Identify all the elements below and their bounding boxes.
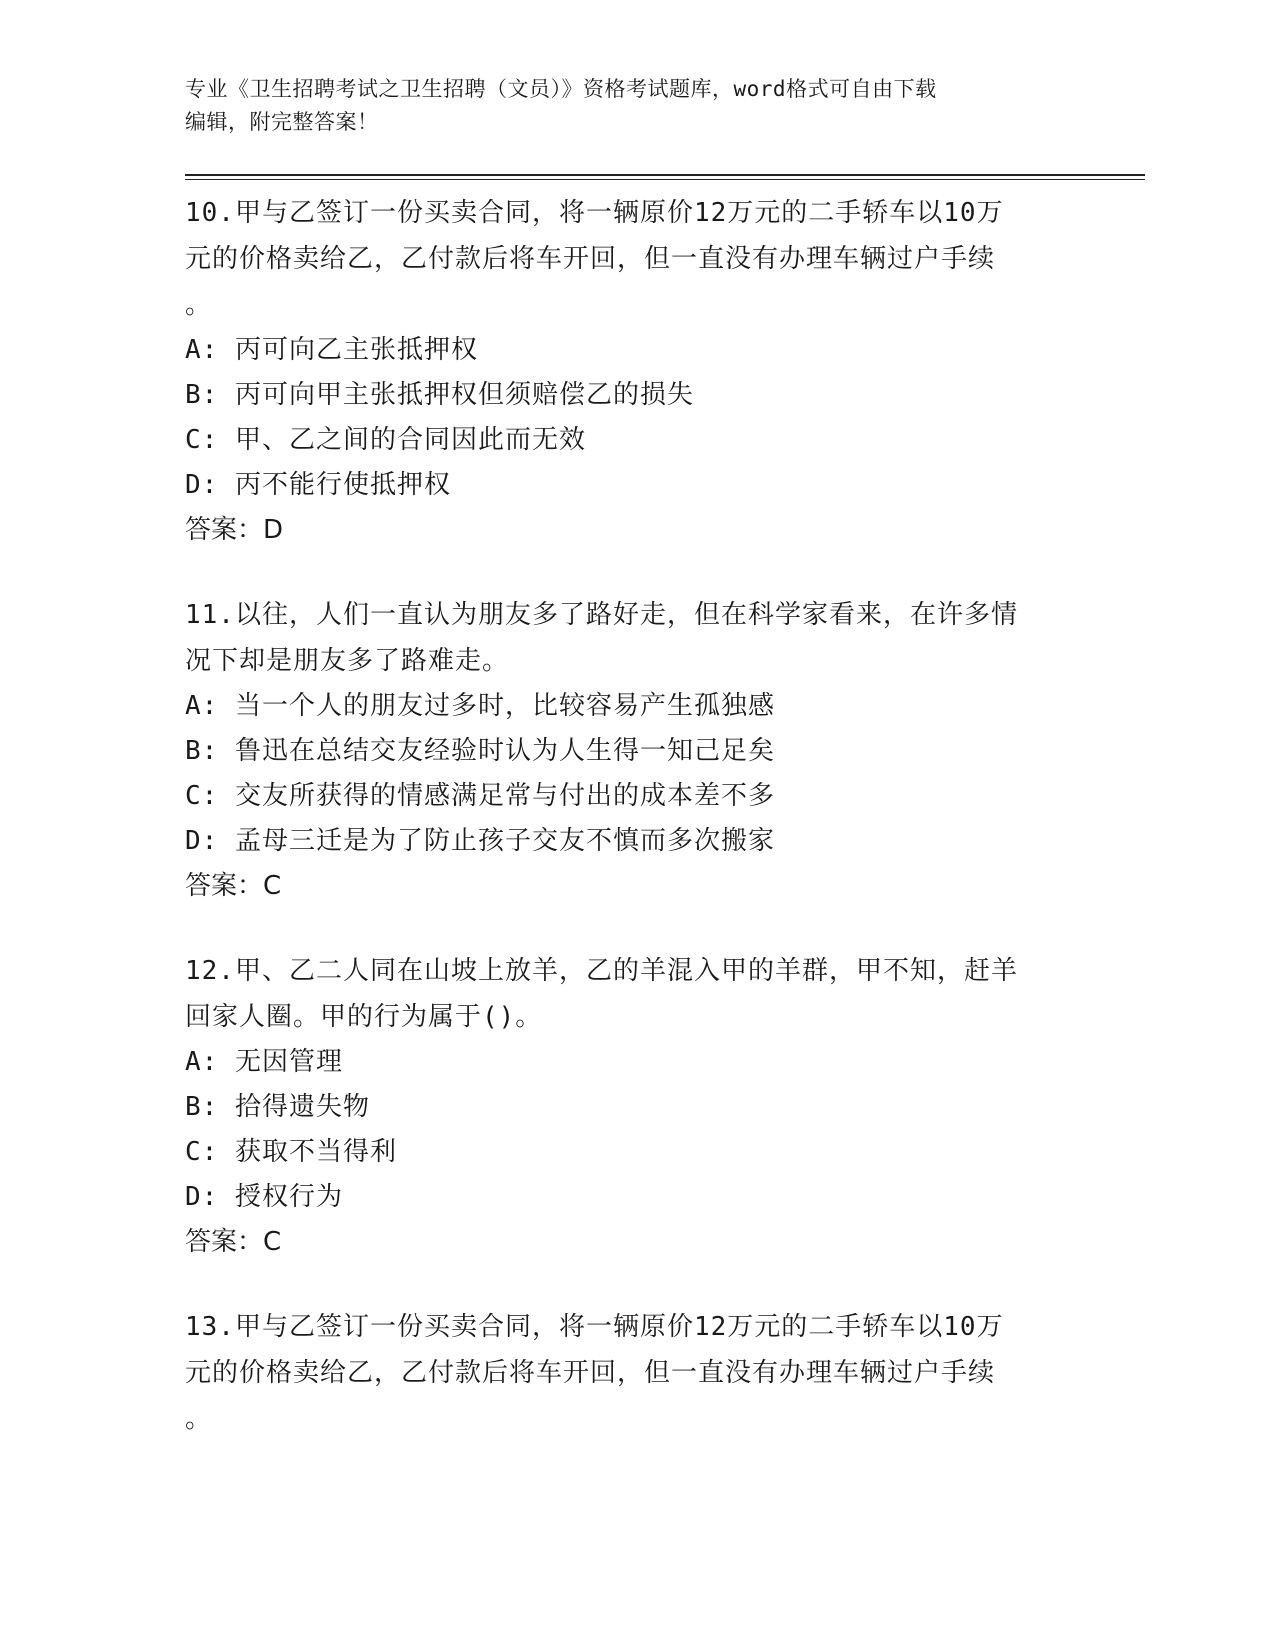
option-b: B: 丙可向甲主张抵押权但须赔偿乙的损失 [185, 380, 694, 410]
question-stem-line: 13.甲与乙签订一份买卖合同，将一辆原价12万元的二手轿车以10万 [185, 1312, 1004, 1342]
option-b: B: 拾得遗失物 [185, 1092, 370, 1122]
header-divider [185, 174, 1145, 180]
option-c: C: 获取不当得利 [185, 1137, 397, 1167]
answer-label: 答案：C [185, 1227, 282, 1257]
header-line-2: 编辑，附完整答案！ [185, 110, 379, 134]
option-c: C: 甲、乙之间的合同因此而无效 [185, 425, 586, 455]
question-stem-line: 。 [185, 1404, 213, 1434]
question-11 [185, 592, 1145, 909]
question-stem-line: 10.甲与乙签订一份买卖合同，将一辆原价12万元的二手轿车以10万 [185, 198, 1004, 228]
question-list [185, 190, 1145, 1481]
question-stem-line: 元的价格卖给乙，乙付款后将车开回，但一直没有办理车辆过户手续 [185, 1358, 996, 1388]
question-13 [185, 1304, 1145, 1442]
question-stem-line: 况下却是朋友多了路难走。 [185, 646, 510, 676]
option-d: D: 孟母三迁是为了防止孩子交友不慎而多次搬家 [185, 826, 775, 856]
question-stem-line: 元的价格卖给乙，乙付款后将车开回，但一直没有办理车辆过户手续 [185, 244, 996, 274]
question-stem-line: 12.甲、乙二人同在山坡上放羊，乙的羊混入甲的羊群，甲不知，赶羊 [185, 956, 1018, 986]
question-12 [185, 948, 1145, 1265]
document-header [185, 73, 1085, 139]
option-a: A: 当一个人的朋友过多时，比较容易产生孤独感 [185, 691, 775, 721]
option-a: A: 无因管理 [185, 1047, 343, 1077]
option-a: A: 丙可向乙主张抵押权 [185, 335, 478, 365]
question-stem-line: 回家人圈。甲的行为属于()。 [185, 1002, 543, 1032]
question-stem-line: 11.以往，人们一直认为朋友多了路好走，但在科学家看来，在许多情 [185, 600, 1018, 630]
option-d: D: 丙不能行使抵押权 [185, 470, 451, 500]
option-c: C: 交友所获得的情感满足常与付出的成本差不多 [185, 781, 775, 811]
answer-label: 答案：D [185, 515, 284, 545]
answer-label: 答案：C [185, 871, 282, 901]
header-line-1: 专业《卫生招聘考试之卫生招聘（文员）》资格考试题库，word格式可自由下载 [185, 77, 937, 101]
question-stem-line: 。 [185, 290, 213, 320]
option-d: D: 授权行为 [185, 1182, 343, 1212]
question-10 [185, 190, 1145, 553]
option-b: B: 鲁迅在总结交友经验时认为人生得一知己足矣 [185, 736, 775, 766]
